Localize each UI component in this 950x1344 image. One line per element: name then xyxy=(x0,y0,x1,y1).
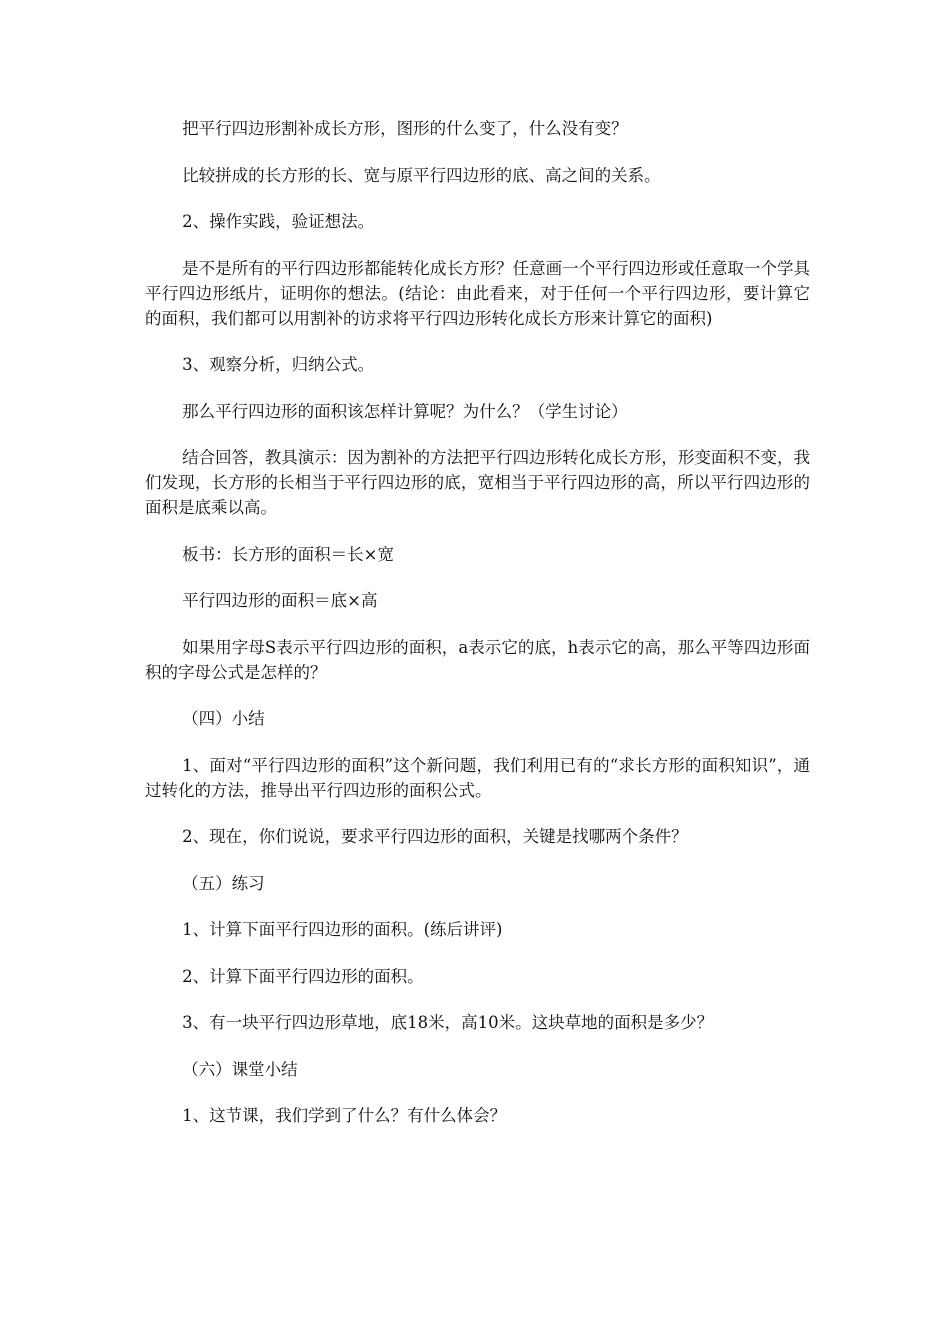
paragraph: 2、操作实践，验证想法。 xyxy=(182,212,375,231)
paragraph: 2、计算下面平行四边形的面积。 xyxy=(182,966,424,986)
paragraph: 比较拼成的长方形的长、宽与原平行四边形的底、高之间的关系。 xyxy=(182,165,661,185)
paragraph: 平行四边形的面积＝底×高 xyxy=(182,591,378,610)
document-body xyxy=(145,116,810,1150)
paragraph: 那么平行四边形的面积该怎样计算呢？为什么？（学生讨论） xyxy=(182,401,628,421)
paragraph: 1、这节课，我们学到了什么？有什么体会？ xyxy=(182,1106,507,1125)
paragraph: 3、观察分析，归纳公式。 xyxy=(182,355,375,374)
paragraph: 板书：长方形的面积＝长×宽 xyxy=(182,544,394,564)
paragraph: 把平行四边形割补成长方形，图形的什么变了，什么没有变？ xyxy=(182,119,628,138)
section-heading: （四）小结 xyxy=(182,709,265,728)
paragraph: 如果用字母S表示平行四边形的面积，a表示它的底，h表示它的高，那么平等四边形面积的字母公式是怎样的？ xyxy=(145,637,810,682)
paragraph: 1、面对“平行四边形的面积”这个新问题，我们利用已有的“求长方形的面积知识”，通过转化的方法，推导出平行四边形的面积公式。 xyxy=(145,755,810,800)
section-heading: （六）课堂小结 xyxy=(182,1059,298,1079)
paragraph: 1、计算下面平行四边形的面积。(练后讲评) xyxy=(182,920,503,939)
paragraph: 是不是所有的平行四边形都能转化成长方形？任意画一个平行四边形或任意取一个学具平行四边形纸片，证明你的想法。(结论：由此看来，对于任何一个平行四边形，要计算它的面积，我们都可以用割补的访求将平行四边形转化成长方形来计算它的面积) xyxy=(145,258,810,328)
paragraph: 2、现在，你们说说，要求平行四边形的面积，关键是找哪两个条件？ xyxy=(182,827,688,846)
paragraph: 3、有一块平行四边形草地，底18米，高10米。这块草地的面积是多少？ xyxy=(182,1013,714,1032)
paragraph: 结合回答，教具演示：因为割补的方法把平行四边形转化成长方形，形变面积不变，我们发现，长方形的长相当于平行四边形的底，宽相当于平行四边形的高，所以平行四边形的面积是底乘以高。 xyxy=(145,448,810,517)
section-heading: （五）练习 xyxy=(182,873,265,893)
